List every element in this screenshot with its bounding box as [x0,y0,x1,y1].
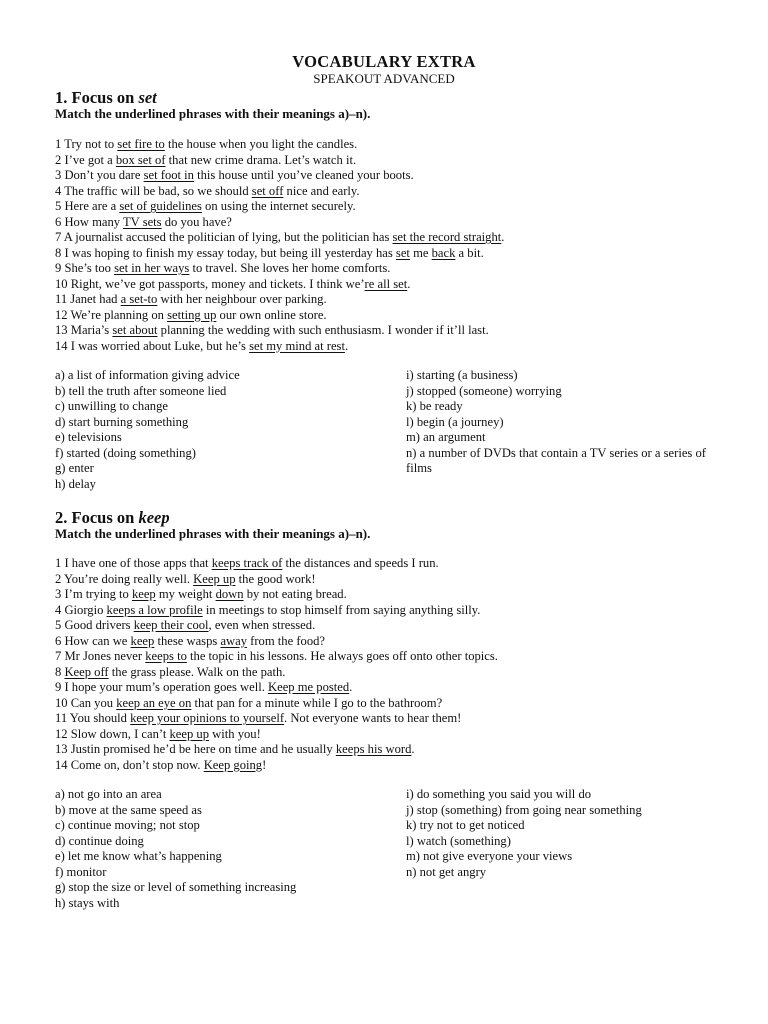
sentence-text: . [411,742,415,756]
sentence-line [55,711,498,727]
underlined-phrase: Keep going [203,757,263,772]
sentence-text: a bit. [455,245,484,260]
meaning-item: c) continue moving; not stop [55,818,200,832]
sentence-line [55,618,498,634]
page-title: VOCABULARY EXTRA [292,52,476,71]
sentence-line [55,308,504,324]
sentence-text: the good work! [235,571,316,586]
sentence-text: . Not everyone wants to hear them! [284,711,462,725]
sentence-line [55,758,498,774]
sentence-text: our own online store. [216,307,327,322]
meaning-item: a) not go into an area [55,787,162,801]
sentence-text: 3 Don’t you dare [55,168,144,182]
sentence-text: 1 I have one of those apps that [55,556,212,570]
underlined-phrase: keep an eye on [116,695,192,710]
sentence-line [55,215,504,231]
sentence-text: on using the internet securely. [201,199,356,213]
sentence-line [55,680,498,696]
meaning-item: e) let me know what’s happening [55,849,222,863]
underlined-phrase: set [395,245,410,260]
sentence-text: that pan for a minute while I go to the bathroom? [191,695,443,710]
underlined-phrase: set fire to [117,137,165,151]
section1-instruction: Match the underlined phrases with their meanings a)–n). [55,106,371,121]
sentence-line [55,649,498,665]
section1-heading [55,88,157,108]
sentence-text: 2 You’re doing really well. [55,571,194,586]
sentence-text: , even when stressed. [208,618,316,632]
sentence-text: 12 Slow down, I can’t [55,726,170,741]
sentence-text: 14 I was worried about Luke, but he’s [55,338,250,353]
underlined-phrase: set about [112,323,158,337]
meaning-item: h) stays with [55,895,120,910]
sentence-text: 8 I was hoping to finish my essay today, but being ill yesterday has [55,245,396,260]
meaning-item: f) monitor [55,864,107,879]
sentence-text: the house when you light the candles. [164,137,358,151]
underlined-phrase: keep up [169,726,210,741]
section2-meanings-right [406,787,706,880]
section2-instruction: Match the underlined phrases with their meanings a)–n). [55,526,371,541]
sentence-text: 9 I hope your mum’s operation goes well. [55,680,269,694]
underlined-phrase: set foot in [143,168,194,182]
section2-meanings-left [55,787,385,911]
meaning-item: a) a list of information giving advice [55,368,240,382]
sentence-text: 5 Good drivers [55,618,134,632]
underlined-phrase: keeps a low profile [106,602,203,617]
sentence-text: 8 [55,664,65,679]
sentence-text: 10 Right, we’ve got passports, money and tickets. I think we’ [55,276,365,291]
sentence-text: nice and early. [283,183,360,198]
sentence-text: 13 Justin promised he’d be here on time and he usually [55,742,336,756]
sentence-line [55,556,498,572]
sentence-line [55,184,504,200]
underlined-phrase: TV sets [122,214,162,229]
underlined-phrase: Keep off [64,664,109,679]
underlined-phrase: away [220,633,248,648]
sentence-text: this house until you’ve cleaned your boots. [193,168,414,182]
sentence-text: do you have? [161,214,232,229]
underlined-phrase: down [215,587,244,601]
meaning-item: k) be ready [406,399,463,413]
section1-heading-prefix: 1. Focus on [55,88,139,107]
underlined-phrase: set my mind at rest [249,338,345,353]
section2-heading-prefix: 2. Focus on [55,508,139,527]
sentence-text: 11 You should [55,711,131,725]
meaning-item: k) try not to get noticed [406,818,525,832]
sentence-text: 9 She’s too [55,261,115,275]
meaning-item: b) tell the truth after someone lied [55,383,227,398]
section2-heading [55,508,170,528]
sentence-line [55,261,504,277]
section1-sentence-list [55,137,504,354]
underlined-phrase: a set-to [120,292,158,306]
underlined-phrase: keep [131,587,156,601]
underlined-phrase: Keep me posted [268,680,350,694]
sentence-line [55,137,504,153]
meaning-item: j) stopped (someone) worrying [406,383,562,398]
sentence-text: the grass please. Walk on the path. [108,664,286,679]
sentence-text: 11 Janet had [55,292,121,306]
meaning-item: i) do something you said you will do [406,787,592,801]
sentence-line [55,153,504,169]
sentence-text: me [409,245,432,260]
sentence-text: 7 Mr Jones never [55,649,146,663]
sentence-text: 3 I’m trying to [55,587,132,601]
sentence-text: the distances and speeds I run. [282,556,439,570]
sentence-text: 6 How many [55,214,123,229]
section2-heading-word: keep [138,508,170,527]
sentence-text: . [349,680,353,694]
sentence-line [55,587,498,603]
sentence-text: 6 How can we [55,633,131,648]
sentence-line [55,665,498,681]
meaning-item: f) started (doing something) [55,445,196,460]
sentence-line [55,199,504,215]
underlined-phrase: setting up [167,307,217,322]
section1-meanings-right [406,368,706,477]
sentence-line [55,246,504,262]
sentence-text: . [501,230,505,244]
meaning-item: g) enter [55,461,94,475]
meaning-item: d) continue doing [55,833,144,848]
underlined-phrase: set in her ways [114,261,190,275]
sentence-text: 4 Giorgio [55,602,107,617]
sentence-line [55,339,504,355]
sentence-line [55,742,498,758]
sentence-text: . [344,338,349,353]
sentence-line [55,634,498,650]
underlined-phrase: set off [251,183,284,198]
sentence-line [55,696,498,712]
meaning-item: g) stop the size or level of something increasing [55,880,297,894]
underlined-phrase: box set of [115,152,166,167]
meaning-item: h) delay [55,476,96,491]
sentence-text: 12 We’re planning on [55,307,168,322]
sentence-line [55,323,504,339]
underlined-phrase: keep your opinions to yourself [130,711,285,725]
underlined-phrase: keep their cool [133,618,209,632]
sentence-text: in meetings to stop himself from saying anything silly. [202,602,481,617]
underlined-phrase: set of guidelines [119,199,202,213]
sentence-text: 13 Maria’s [55,323,113,337]
sentence-text: with her neighbour over parking. [157,292,327,306]
sentence-text: . [407,276,411,291]
sentence-text: 4 The traffic will be bad, so we should [55,183,252,198]
sentence-text: to travel. She loves her home comforts. [189,261,391,275]
sentence-text: 5 Here are a [55,199,120,213]
sentence-text: from the food? [247,633,326,648]
sentence-line [55,277,504,293]
sentence-text: 10 Can you [55,695,117,710]
underlined-phrase: keeps his word [335,742,412,756]
sentence-text: that new crime drama. Let’s watch it. [165,152,357,167]
meaning-item: d) start burning something [55,414,189,429]
underlined-phrase: re all set [364,276,408,291]
meaning-item: m) not give everyone your views [406,849,573,863]
sentence-text: planning the wedding with such enthusiasm. I wonder if it’ll last. [157,323,489,337]
section2-sentence-list [55,556,498,773]
meaning-item: c) unwilling to change [55,399,168,413]
meaning-item: i) starting (a business) [406,368,518,382]
meaning-item: n) not get angry [406,864,487,879]
sentence-line [55,603,498,619]
meaning-item: m) an argument [406,430,486,444]
sentence-line [55,230,504,246]
underlined-phrase: set the record straight [392,230,502,244]
sentence-text: the topic in his lessons. He always goes off onto other topics. [186,649,498,663]
meaning-item: l) watch (something) [406,833,511,848]
meaning-item: j) stop (something) from going near something [406,802,642,817]
sentence-text: my weight [155,587,216,601]
sentence-text: by not eating bread. [243,587,347,601]
sentence-line [55,727,498,743]
meaning-item: l) begin (a journey) [406,414,504,429]
sentence-text: 1 Try not to [55,137,118,151]
page-subtitle: SPEAKOUT ADVANCED [313,71,455,86]
sentence-text: with you! [209,726,261,741]
sentence-line [55,292,504,308]
underlined-phrase: keeps to [145,649,187,663]
sentence-text: these wasps [154,633,221,648]
meaning-item: e) televisions [55,430,122,444]
sentence-text: ! [262,757,267,772]
section1-heading-word: set [138,88,157,107]
sentence-text: 2 I’ve got a [55,152,116,167]
sentence-line [55,168,504,184]
meaning-item: b) move at the same speed as [55,802,202,817]
underlined-phrase: keeps track of [211,556,283,570]
underlined-phrase: back [431,245,456,260]
meaning-item: n) a number of DVDs that contain a TV series or a series of films [406,445,706,475]
sentence-text: 14 Come on, don’t stop now. [55,757,204,772]
sentence-line [55,572,498,588]
underlined-phrase: Keep up [193,571,236,586]
sentence-text: 7 A journalist accused the politician of lying, but the politician has [55,230,393,244]
underlined-phrase: keep [130,633,155,648]
section1-meanings-left [55,368,385,492]
